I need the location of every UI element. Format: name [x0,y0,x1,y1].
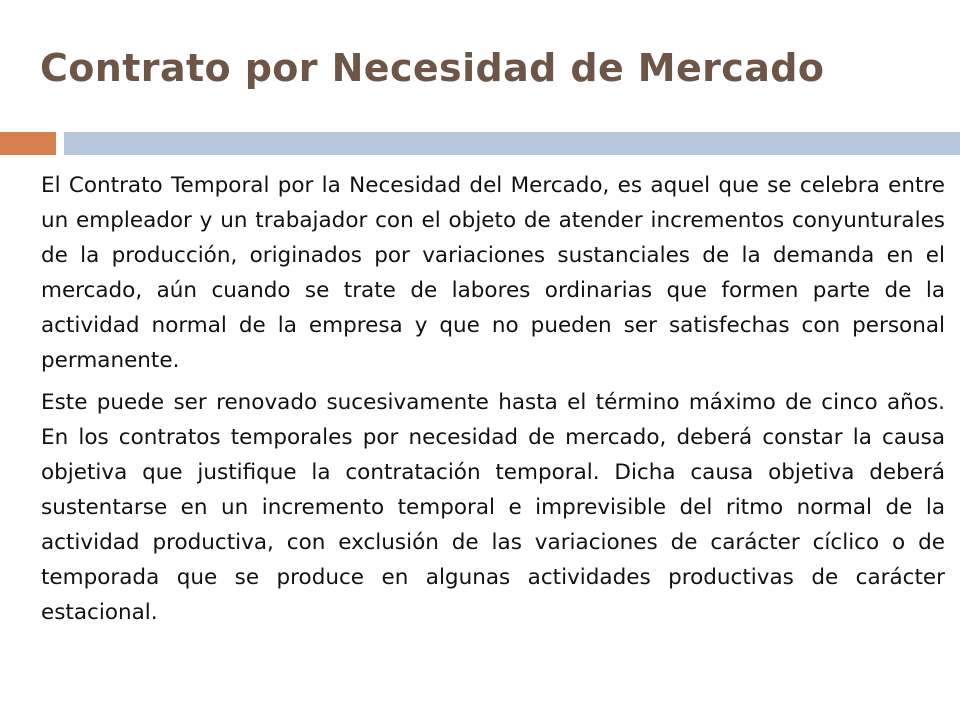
title-accent-gap [56,132,64,155]
body-paragraph-1: El Contrato Temporal por la Necesidad del Mercado, es aquel que se celebra entre un empleador y un trabajador con el objeto de atender incrementos conyunturales de la producción, originados por variaciones sustanciales de la demanda en el mercado, aún cuando se trate de labores ordinarias que formen parte de la actividad normal de la empresa y que no pueden ser satisfechas con personal permanente. [41,173,945,373]
body-paragraph-2: Este puede ser renovado sucesivamente hasta el término máximo de cinco años. En los contratos temporales por necesidad de mercado, deberá constar la causa objetiva que justifique la contratación temporal. Dicha causa objetiva deberá sustentarse en un incremento temporal e imprevisible del ritmo normal de la actividad productiva, con exclusión de las variaciones de carácter cíclico o de temporada que se produce en algunas actividades productivas de carácter estacional. [41,390,945,625]
title-accent-bar-blue [64,132,960,155]
title-accent-bar-orange [0,132,56,155]
slide-body [41,168,945,630]
slide-title: Contrato por Necesidad de Mercado [40,46,825,90]
